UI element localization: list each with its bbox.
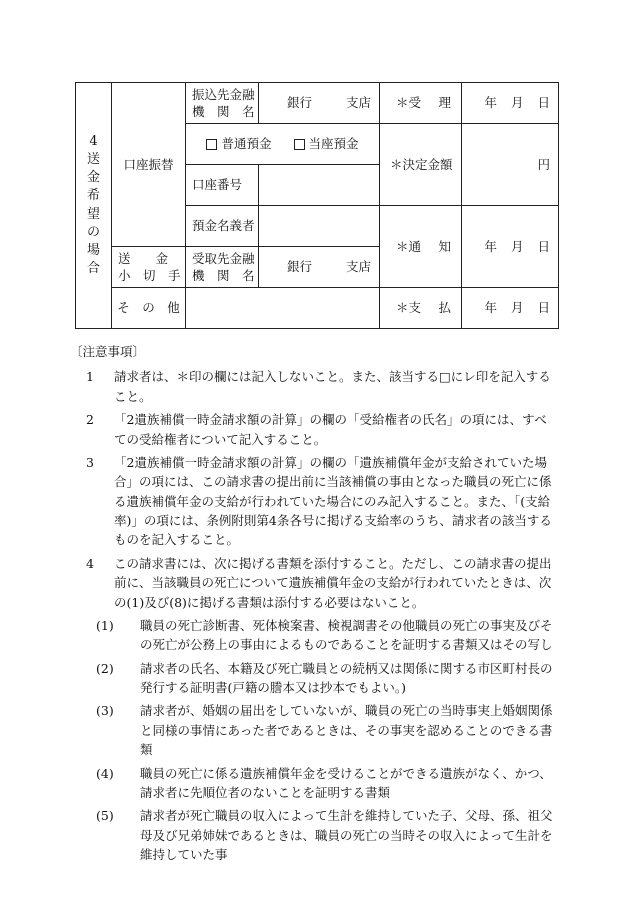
checkbox-icon — [294, 139, 305, 150]
note-item: 2 「2遺族補償一時金請求額の計算」の欄の「受給権者の氏名」の項には、すべての受給権者について記入すること。 — [86, 412, 547, 447]
receiving-bank-field[interactable]: 銀行 支店 — [259, 247, 380, 288]
received-date-field[interactable]: 年 月 日 — [462, 83, 559, 124]
notes-heading: 〔注意事項〕 — [70, 344, 146, 359]
other-field[interactable] — [186, 288, 380, 329]
decided-amount-label: ＊決定金額 — [380, 124, 462, 206]
account-holder-field[interactable] — [259, 206, 380, 247]
other-label: そ の 他 — [112, 288, 186, 329]
notes-section — [72, 342, 558, 868]
transfer-bank-field[interactable]: 銀行 支店 — [259, 83, 380, 124]
note-item: 3 「2遺族補償一時金請求額の計算」の欄の「遺族補償年金が支給されていた場合」の項には、この請求書の提出前に当該補償の事由となった職員の死亡に係る遺族補償年金の支給が行われていた場合にのみ記入すること。また、「(支給率)」の項には、条例附則第4条各号に掲げる支給率のうち、請求者の該当するものを記入すること。 — [86, 454, 552, 548]
payment-label: ＊支 払 — [380, 288, 462, 329]
account-number-field[interactable] — [259, 165, 380, 206]
account-transfer-label: 口座振替 — [112, 83, 186, 247]
payment-date-field[interactable]: 年 月 日 — [462, 288, 559, 329]
notice-label: ＊通 知 — [380, 206, 462, 288]
note-item: 4 この請求書には、次に掲げる書類を添付すること。ただし、この請求書の提出前に、当該職員の死亡について遺族補償年金の支給が行われていたときは、次の(1)及び(8)に掲げる書類は添付する必要はないこと。 — [86, 555, 552, 610]
receiving-bank-label: 受取先金融 機 関 名 — [186, 247, 259, 288]
note-subitem: (5) 請求者が死亡職員の収入によって生計を維持していた子、父母、孫、祖父母及び兄弟姉妹であるときは、職員の死亡の当時その収入によって生計を維持していた事 — [96, 808, 553, 862]
deposit-type-row — [186, 124, 380, 165]
transfer-bank-label: 振込先金融 機 関 名 — [186, 83, 259, 124]
account-number-label: 口座番号 — [186, 165, 259, 206]
received-label: ＊受 理 — [380, 83, 462, 124]
notice-date-field[interactable]: 年 月 日 — [462, 206, 559, 288]
ordinary-deposit-checkbox[interactable]: 普通預金 — [206, 135, 271, 153]
note-item: 1 請求者は、＊印の欄には記入しないこと。また、該当する□にレ印を記入すること。 — [86, 369, 551, 404]
remittance-check-label: 送 金 小 切 手 — [112, 247, 186, 288]
checkbox-icon — [206, 139, 217, 150]
note-subitem: (3) 請求者が、婚姻の届出をしていないが、職員の死亡の当時事実上婚姻関係と同様の事情にあった者であるときは、その事実を認めることのできる書類 — [96, 703, 553, 758]
note-subitem: (1) 職員の死亡診断書、死体検案書、検視調書その他職員の死亡の事実及びその死亡が公務上の事由によるものであることを証明する書類又はその写し — [96, 617, 553, 653]
note-subitem: (2) 請求者の氏名、本籍及び死亡職員との続柄又は関係に関する市区町村長の発行する証明書(戸籍の謄本又は抄本でもよい。) — [96, 660, 553, 695]
remittance-form-table — [75, 82, 559, 329]
decided-amount-field[interactable]: 円 — [462, 124, 559, 206]
note-subitem: (4) 職員の死亡に係る遺族補償年金を受けることができる遺族がなく、かつ、請求者に先順位者のないことを証明する書類 — [96, 765, 552, 800]
account-holder-label: 預金名義者 — [186, 206, 259, 247]
section-4-label: 4 送 金 希 望 の 場 合 — [76, 83, 112, 329]
current-deposit-checkbox[interactable]: 当座預金 — [294, 135, 359, 153]
